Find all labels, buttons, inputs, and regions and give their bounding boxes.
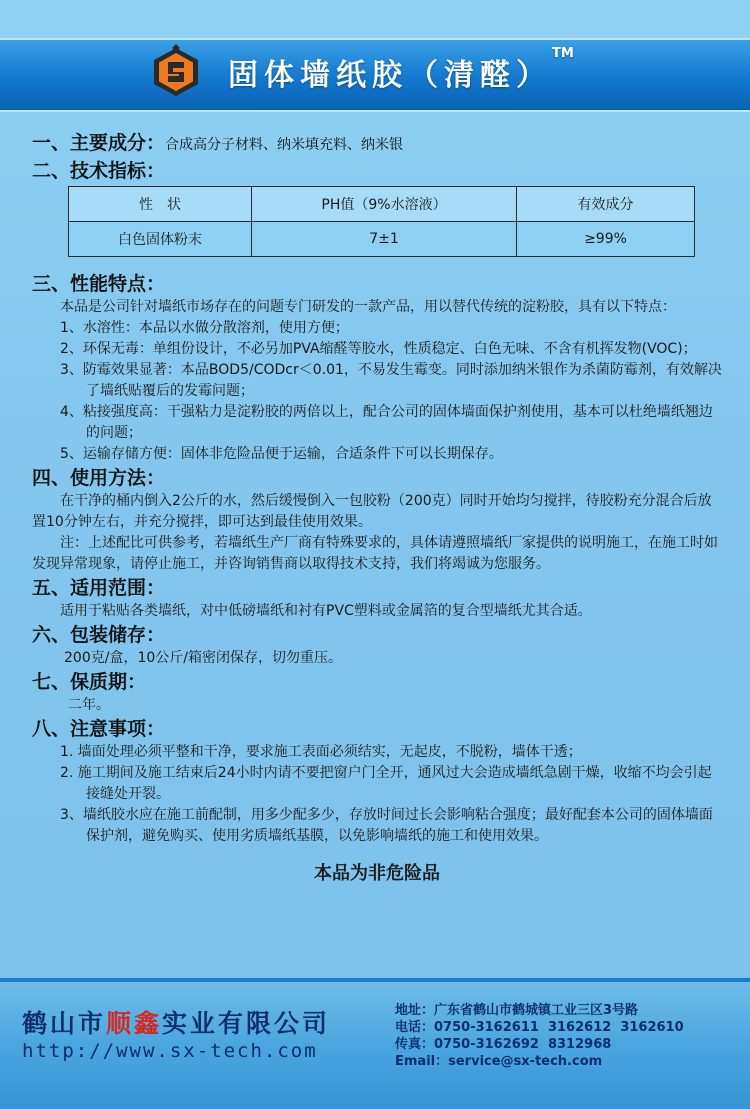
- section-ingredients: [32, 130, 722, 158]
- company-name-part: 鹤山市: [22, 1009, 107, 1038]
- usage-paragraph: 在干净的桶内倒入2公斤的水，然后缓慢倒入一包胶粉（200克）同时开始均匀搅拌，待胶粉充分混合后放置10分钟左右，并充分搅拌，即可达到最佳使用效果。: [32, 493, 712, 530]
- list-item: 2、环保无毒：单组份设计，不必另加PVA缩醛等胶水，性质稳定、白色无味、不含有机挥发物(VOC)；: [60, 341, 697, 357]
- section-title: 一、主要成分：: [32, 132, 166, 154]
- usage-note: 注：上述配比可供参考，若墙纸生产厂商有特殊要求的，具体请遵照墙纸厂家提供的说明施工，在施工时如发现异常现象，请停止施工，并咨询销售商以取得技术支持，我们将竭诚为您服务。: [32, 535, 718, 572]
- section-usage-title: 四、使用方法：: [32, 467, 166, 489]
- phone-value: 0750-3162611 3162612 3162610: [434, 1020, 684, 1035]
- ingredients-text: 合成高分子材料、纳米填充料、纳米银: [165, 137, 404, 153]
- features-intro: 本品是公司针对墙纸市场存在的问题专门研发的一款产品，用以替代传统的淀粉胶，具有以下特点：: [60, 299, 676, 315]
- scope-text: 适用于粘贴各类墙纸，对中低磅墙纸和衬有PVC塑料或金属箔的复合型墙纸尤其合适。: [60, 603, 592, 619]
- company-name-part: 实业有限公司: [162, 1009, 331, 1038]
- website-url: http://www.sx-tech.com: [22, 1040, 318, 1062]
- header-cell: PH值（9%水溶液）: [252, 187, 517, 222]
- section-storage-title: 六、包装储存：: [32, 624, 166, 646]
- fax-line: [395, 1036, 684, 1053]
- address-value: 广东省鹤山市鹤城镇工业三区3号路: [434, 1003, 639, 1018]
- list-item: 4、粘接强度高：干强粘力是淀粉胶的两倍以上，配合公司的固体墙面保护剂使用，基本可以杜绝墙纸翘边的问题；: [60, 404, 713, 441]
- table-cell: 白色固体粉末: [69, 222, 252, 257]
- content: [32, 130, 722, 885]
- section-specs-title: 二、技术指标：: [32, 160, 166, 182]
- product-title: [228, 46, 574, 94]
- fax-label: 传真：: [395, 1037, 435, 1052]
- email-line: [395, 1053, 684, 1070]
- section-notes-title: 八、注意事项：: [32, 718, 166, 740]
- section-features-title: 三、性能特点：: [32, 273, 166, 295]
- table-cell: ≥99%: [517, 222, 695, 257]
- phone-line: [395, 1019, 684, 1036]
- header: [0, 0, 750, 120]
- table-row: [69, 222, 695, 257]
- non-hazardous-notice: 本品为非危险品: [314, 863, 440, 884]
- spec-table: [68, 186, 695, 257]
- list-item: 1、水溶性：本品以水做分散溶剂，使用方便；: [60, 320, 349, 336]
- list-item: 3、防霉效果显著：本品BOD5/CODcr＜0.01，不易发生霉变。同时添加纳米银作为杀菌防霉剂，有效解决了墙纸贴覆后的发霉问题；: [60, 362, 722, 399]
- company-name-highlight: 顺鑫: [106, 1009, 163, 1038]
- company-name: [22, 1004, 330, 1040]
- storage-text: 200克/盒，10公斤/箱密闭保存，切勿重压。: [64, 650, 342, 666]
- shelf-life-text: 二年。: [68, 697, 110, 713]
- section-shelf-life-title: 七、保质期：: [32, 671, 147, 693]
- list-item: 2. 施工期间及施工结束后24小时内请不要把窗户门全开，通风过大会造成墙纸急剧干燥，收缩不均会引起接缝处开裂。: [60, 765, 712, 802]
- contact-info: [395, 1002, 684, 1070]
- table-cell: 7±1: [252, 222, 517, 257]
- address-label: 地址：: [395, 1003, 435, 1018]
- section-scope-title: 五、适用范围：: [32, 577, 166, 599]
- footer: [0, 978, 750, 1109]
- list-item: 1. 墙面处理必须平整和干净，要求施工表面必须结实，无起皮，不脱粉，墙体干透；: [60, 744, 582, 760]
- company-logo-icon: [146, 42, 206, 102]
- trademark-mark: TM: [552, 46, 574, 61]
- list-item: 3、墙纸胶水应在施工前配制，用多少配多少，存放时间过长会影响粘合强度；最好配套本公司的固体墙面保护剂，避免购买、使用劣质墙纸基膜，以免影响墙纸的施工和使用效果。: [60, 807, 713, 844]
- list-item: 5、运输存储方便：固体非危险品便于运输，合适条件下可以长期保存。: [60, 446, 503, 462]
- address-line: [395, 1002, 684, 1019]
- table-header-row: [69, 187, 695, 222]
- phone-label: 电话：: [395, 1020, 435, 1035]
- header-cell: 性 状: [69, 187, 252, 222]
- fax-value: 0750-3162692 8312968: [434, 1037, 612, 1052]
- header-cell: 有效成分: [517, 187, 695, 222]
- email-label: Email：: [395, 1054, 449, 1069]
- email-value: service@sx-tech.com: [448, 1054, 603, 1069]
- product-title-text: 固体墙纸胶（清醛）: [228, 58, 552, 93]
